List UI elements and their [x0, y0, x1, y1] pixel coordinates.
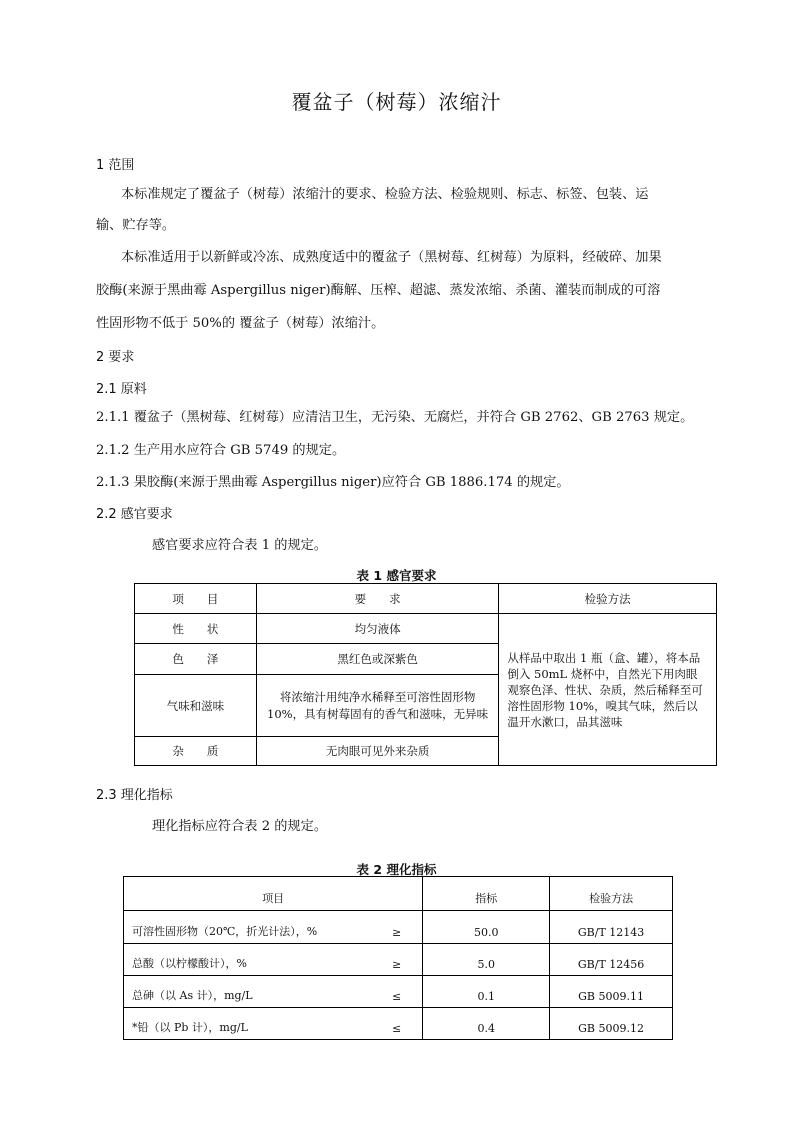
- table-row: [135, 614, 717, 644]
- table2-caption: 表 2 理化指标: [356, 862, 437, 877]
- row-value: 0.1: [423, 976, 550, 1008]
- row-item: 可溶性固形物（20℃，折光计法），%: [132, 925, 318, 938]
- row-method: GB/T 12456: [550, 944, 673, 976]
- row-method: GB/T 12143: [550, 911, 673, 944]
- table-header-row: [135, 584, 717, 614]
- row-item: 杂 质: [135, 737, 257, 766]
- row-requirement: 黑红色或深紫色: [256, 644, 499, 675]
- table-row: [124, 944, 673, 976]
- header-method: 检验方法: [550, 877, 673, 911]
- row-value: 5.0: [423, 944, 550, 976]
- sensory-table: [134, 583, 717, 766]
- table1-caption: 表 1 感官要求: [356, 568, 437, 583]
- row-operator: ≥: [392, 958, 402, 971]
- row-value: 0.4: [423, 1008, 550, 1040]
- row-item: 色 泽: [135, 644, 257, 675]
- row-operator: ≥: [392, 926, 402, 939]
- row-value: 50.0: [423, 911, 550, 944]
- section-2-3-heading: 2.3 理化指标: [96, 788, 173, 803]
- scope-para2-line2: 胶酶(来源于黑曲霉 Aspergillus niger)酶解、压榨、超滤、蒸发浓缩、杀菌、灌装而制成的可溶: [96, 283, 661, 298]
- row-item: 总砷（以 As 计），mg/L: [132, 989, 253, 1002]
- table-row: [124, 976, 673, 1008]
- row-operator: ≤: [392, 1022, 402, 1035]
- row-requirement: 将浓缩汁用纯净水稀释至可溶性固形物10%，具有树莓固有的香气和滋味，无异味: [256, 675, 499, 737]
- scope-para2-line3: 性固形物不低于 50%的 覆盆子（树莓）浓缩汁。: [96, 316, 385, 331]
- header-requirement: 要 求: [256, 584, 499, 614]
- document-title: 覆盆子（树莓）浓缩汁: [291, 90, 502, 114]
- header-item: 项 目: [135, 584, 257, 614]
- item-2-1-1: 2.1.1 覆盆子（黑树莓、红树莓）应清洁卫生，无污染、无腐烂，并符合 GB 2762、GB 2763 规定。: [96, 410, 694, 425]
- header-value: 指标: [423, 877, 550, 911]
- item-2-1-2: 2.1.2 生产用水应符合 GB 5749 的规定。: [96, 443, 346, 458]
- row-method: GB 5009.12: [550, 1008, 673, 1040]
- row-requirement: 无肉眼可见外来杂质: [256, 737, 499, 766]
- row-operator: ≤: [392, 990, 402, 1003]
- row-method: GB 5009.11: [550, 976, 673, 1008]
- section-2-2-text: 感官要求应符合表 1 的规定。: [152, 538, 328, 553]
- row-requirement: 均匀液体: [256, 614, 499, 644]
- header-item: 项目: [124, 877, 423, 911]
- method-cell: 从样品中取出 1 瓶（盒、罐），将本品倒入 50mL 烧杯中，自然光下用肉眼观察色泽、性状、杂质，然后稀释至可溶性固形物 10%，嗅其气味，然后以温开水漱口，品其滋味: [499, 614, 717, 766]
- table-header-row: [124, 877, 673, 911]
- scope-para2-line1: 本标准适用于以新鲜或冷冻、成熟度适中的覆盆子（黑树莓、红树莓）为原料，经破碎、加果: [121, 250, 662, 265]
- table-row: [124, 911, 673, 944]
- header-method: 检验方法: [499, 584, 717, 614]
- table-row: [124, 1008, 673, 1040]
- row-item: 总酸（以柠檬酸计），%: [132, 957, 247, 970]
- section-2-3-text: 理化指标应符合表 2 的规定。: [152, 819, 328, 834]
- section-1-heading: 1 范围: [96, 158, 135, 173]
- row-item: 性 状: [135, 614, 257, 644]
- row-item: 气味和滋味: [135, 675, 257, 737]
- scope-para1-line2: 输、贮存等。: [96, 218, 176, 233]
- item-2-1-3: 2.1.3 果胶酶(来源于黑曲霉 Aspergillus niger)应符合 GB 1886.174 的规定。: [96, 475, 570, 490]
- section-2-2-heading: 2.2 感官要求: [96, 507, 173, 522]
- section-2-1-heading: 2.1 原料: [96, 382, 147, 397]
- scope-para1-line1: 本标准规定了覆盆子（树莓）浓缩汁的要求、检验方法、检验规则、标志、标签、包装、运: [121, 187, 649, 202]
- section-2-heading: 2 要求: [96, 350, 135, 365]
- row-item: *铅（以 Pb 计），mg/L: [132, 1021, 248, 1034]
- physicochemical-table: [123, 876, 673, 1040]
